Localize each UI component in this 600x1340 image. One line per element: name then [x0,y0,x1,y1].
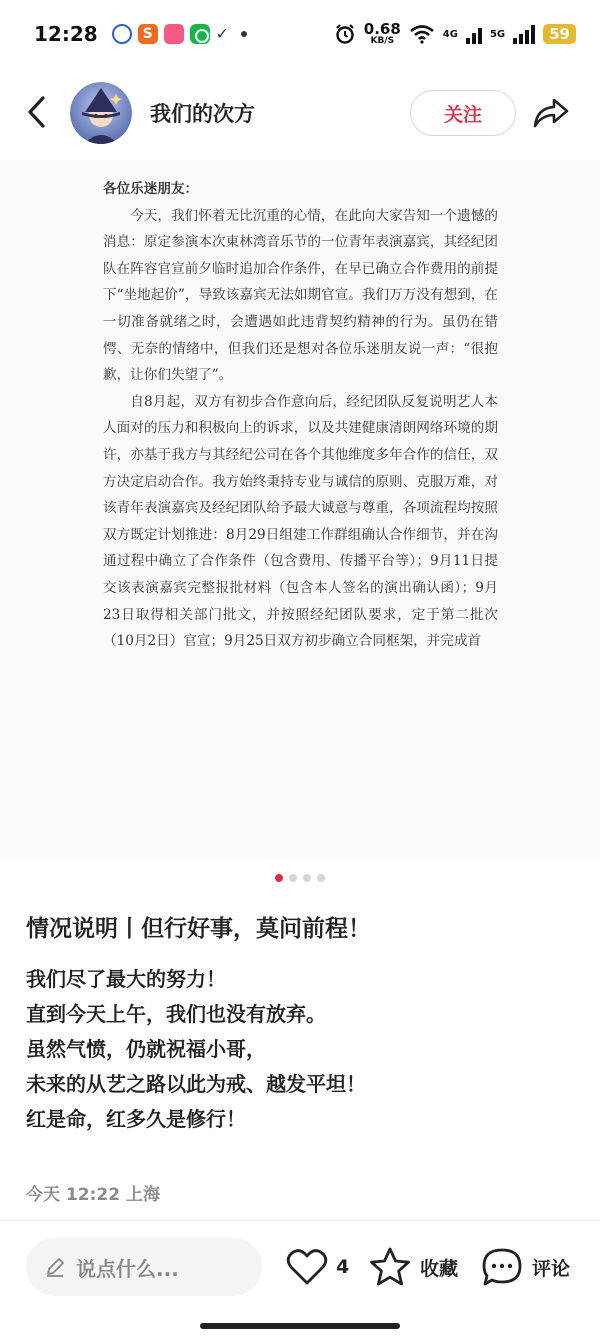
comment-label: 评论 [532,1257,571,1280]
comment-button[interactable] [480,1244,570,1290]
star-icon [368,1246,412,1288]
post-meta: 今天 12:22 上海 [26,1185,160,1205]
comment-input[interactable] [26,1238,262,1296]
favorite-button[interactable] [368,1244,458,1290]
battery-icon: 59 [543,24,576,44]
carousel-indicator [0,874,600,882]
carousel-dot [275,874,283,882]
comment-placeholder: 说点什么... [76,1256,179,1281]
follow-button[interactable]: 关注 [410,90,516,136]
home-indicator[interactable] [200,1323,400,1329]
alarm-icon [334,23,356,45]
post-header [0,78,600,148]
post-body [26,962,576,1137]
page-title[interactable]: 我们的次方 [150,102,255,126]
post-line: 直到今天上午，我们也没有放弃。 [26,1002,326,1026]
divider [0,1220,600,1221]
net-speed-value: 0.68 [363,20,401,38]
sohu-icon: S [138,24,158,44]
check-icon: ✓ [215,24,230,43]
net-speed [364,22,401,46]
dot-icon [241,31,247,37]
pen-icon [44,1256,66,1278]
avatar[interactable] [70,82,132,144]
wifi-icon [409,24,435,44]
baidu-icon [112,24,132,44]
pink-app-icon [164,24,184,44]
post-line: 未来的从艺之路以此为戒、越发平坦！ [26,1072,366,1096]
carousel-dot [303,874,311,882]
carousel-dot [289,874,297,882]
net-speed-unit: KB/S [370,36,395,46]
like-count: 4 [336,1256,350,1278]
share-icon[interactable] [532,96,570,130]
signal-2-label: 5G [489,28,506,40]
post-image[interactable] [0,160,600,860]
post-title: 情况说明丨但行好事，莫问前程！ [26,916,371,942]
status-time: 12:28 [34,22,98,46]
document-greeting: 各位乐迷朋友： [103,181,199,197]
signal-1-label: 4G [442,28,458,40]
comment-icon [480,1246,524,1288]
status-bar [0,0,600,68]
post-line: 虽然气愤，仍就祝福小哥， [26,1037,266,1061]
green-app-icon [190,24,210,44]
signal-icon [466,24,482,44]
post-line: 我们尽了最大的努力！ [26,967,226,991]
like-button[interactable] [286,1244,349,1290]
back-icon[interactable] [22,92,52,132]
favorite-label: 收藏 [420,1257,459,1280]
document-paragraph: 今天，我们怀着无比沉重的心情，在此向大家告知一个遗憾的消息：原定参演本次東林湾音乐节的一位青年表演嘉宾，其经纪团队在阵容官宣前夕临时追加合作条件，在早已确立合作费用的前提下“坐地起价”，导致该嘉宾无法如期官宣。我们万万没有想到，在一切准备就绪之时，会遭遇如此违背契约精神的行为。虽仍在错愕、无奈的情绪中，但我们还是想对各位乐迷朋友说一声：“很抱歉，让你们失望了”。 [103,207,498,384]
document-text [103,176,498,655]
post-line: 红是命，红多久是修行！ [26,1107,246,1131]
notification-icons [112,24,247,44]
heart-icon [286,1248,328,1286]
signal-icon-2 [513,24,535,44]
status-right [334,22,576,46]
carousel-dot [317,874,325,882]
document-paragraph: 自8月起，双方有初步合作意向后，经纪团队反复说明艺人本人面对的压力和积极向上的诉求，以及共建健康清朗网络环境的期许，亦基于我方与其经纪公司在各个其他维度多年合作的信任，双方决定启动合作。我方始终秉持专业与诚信的原则、克服万难，对该青年表演嘉宾及经纪团队给予最大诚意与尊重，各项流程均按照双方既定计划推进：8月29日组建工作群组确认合作细节，并在沟通过程中确立了合作条件（包含费用、传播平台等）；9月11日提交该表演嘉宾完整报批材料（包含本人签名的演出确认函）；9月23日取得相关部门批文，并按照经纪团队要求，定于第二批次（10月2日）官宣；9月25日双方初步确立合同框架，并完成首 [103,393,498,650]
